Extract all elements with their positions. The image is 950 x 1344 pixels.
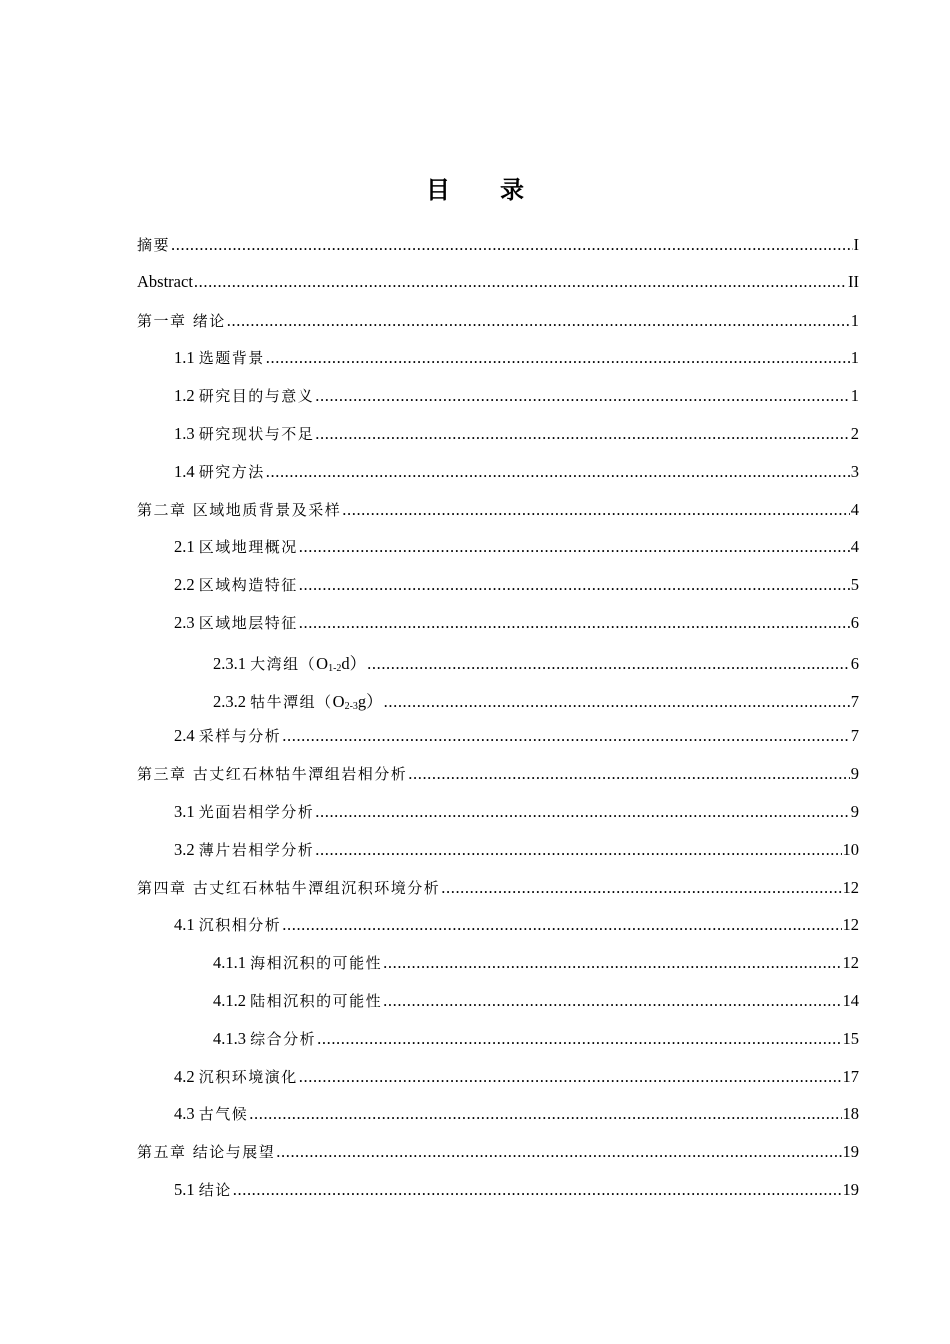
toc-entry-page: 6 xyxy=(850,612,859,632)
toc-entry-title xyxy=(174,725,281,746)
toc-entry-title xyxy=(174,347,265,368)
dot-leader xyxy=(249,1104,841,1124)
toc-entry-text: 摘要 xyxy=(137,236,171,254)
toc-entry-text: 第二章 区域地质背景及采样 xyxy=(137,500,342,519)
toc-entry-title xyxy=(174,536,298,557)
toc-entry-number: 1.3 xyxy=(174,423,199,443)
table-of-contents xyxy=(137,234,859,1217)
toc-entry-text: 海相沉积的可能性 xyxy=(250,954,383,973)
toc-entry-subscript: 2-3 xyxy=(344,700,358,712)
toc-entry-number: 4.1.1 xyxy=(213,953,251,973)
toc-entry[interactable] xyxy=(137,763,859,801)
toc-title xyxy=(0,170,950,205)
toc-entry[interactable] xyxy=(137,536,859,574)
toc-entry[interactable] xyxy=(137,990,859,1028)
toc-entry-text: 研究目的与意义 xyxy=(198,387,315,406)
toc-entry-page: 12 xyxy=(842,877,859,897)
dot-leader xyxy=(299,575,850,595)
toc-entry-page: 12 xyxy=(842,953,859,973)
dot-leader xyxy=(299,613,850,633)
dot-leader xyxy=(317,1029,841,1049)
toc-entry[interactable] xyxy=(137,801,859,839)
toc-entry-page: 14 xyxy=(842,990,859,1010)
toc-entry-page: 1 xyxy=(850,386,859,406)
dot-leader xyxy=(282,726,849,746)
toc-entry[interactable] xyxy=(137,310,859,348)
toc-entry[interactable] xyxy=(137,612,859,650)
toc-entry[interactable] xyxy=(137,234,859,272)
toc-entry[interactable] xyxy=(137,952,859,990)
toc-entry-text: 沉积相分析 xyxy=(198,916,282,935)
toc-entry-title xyxy=(213,1028,316,1049)
toc-entry-title xyxy=(213,650,366,674)
toc-entry-title xyxy=(213,952,382,973)
toc-entry-formula-tail: g） xyxy=(357,691,383,711)
toc-entry-number: 4.2 xyxy=(174,1066,199,1086)
toc-entry-formula-tail: d） xyxy=(341,653,367,673)
toc-entry-title xyxy=(174,801,314,822)
dot-leader xyxy=(266,462,850,482)
dot-leader xyxy=(315,424,849,444)
toc-entry-title xyxy=(174,612,298,633)
toc-entry-title xyxy=(174,914,281,935)
toc-entry-page: 3 xyxy=(850,461,859,481)
toc-entry-page: 4 xyxy=(850,499,859,519)
toc-entry-title xyxy=(174,385,314,406)
toc-entry-text: 采样与分析 xyxy=(198,727,282,746)
toc-entry[interactable] xyxy=(137,423,859,461)
toc-entry-page: 12 xyxy=(842,915,859,935)
toc-entry-text: 选题背景 xyxy=(198,349,265,368)
dot-leader xyxy=(315,386,849,406)
toc-entry-title xyxy=(137,1141,275,1162)
dot-leader xyxy=(367,654,850,674)
toc-entry-number: 2.3.1 xyxy=(213,653,251,673)
dot-leader xyxy=(266,348,850,368)
toc-entry-title xyxy=(213,688,383,712)
toc-entry-number: 5.1 xyxy=(174,1179,199,1199)
toc-entry-text: 研究现状与不足 xyxy=(198,424,315,443)
toc-entry[interactable] xyxy=(137,461,859,499)
toc-title-char-2: 录 xyxy=(500,176,524,204)
toc-entry-text: 第四章 古丈红石林牯牛潭组沉积环境分析 xyxy=(137,878,441,897)
toc-entry-number: 4.1 xyxy=(174,915,199,935)
toc-entry-page: 15 xyxy=(842,1028,859,1048)
toc-entry-text: 区域地理概况 xyxy=(198,538,298,557)
toc-entry-title xyxy=(174,574,298,595)
toc-entry-page: 7 xyxy=(850,691,859,711)
dot-leader xyxy=(299,537,850,557)
toc-entry[interactable] xyxy=(137,385,859,423)
toc-entry-title xyxy=(174,839,314,860)
toc-entry[interactable] xyxy=(137,1141,859,1179)
toc-entry[interactable] xyxy=(137,914,859,952)
toc-entry-title xyxy=(174,1103,248,1124)
toc-entry-text: 牯牛潭组（ xyxy=(250,692,333,711)
toc-entry-page: 19 xyxy=(842,1179,859,1199)
toc-entry-text: 光面岩相学分析 xyxy=(198,802,315,821)
toc-entry-number: 3.2 xyxy=(174,839,199,859)
toc-entry[interactable] xyxy=(137,688,859,726)
toc-entry-page: 4 xyxy=(850,537,859,557)
dot-leader xyxy=(383,953,841,973)
dot-leader xyxy=(384,692,850,712)
toc-entry-text: 结论 xyxy=(198,1180,232,1199)
toc-entry-title xyxy=(137,310,226,331)
toc-entry[interactable] xyxy=(137,499,859,537)
toc-entry-number: 1.4 xyxy=(174,461,199,481)
toc-entry-number: 1.2 xyxy=(174,386,199,406)
toc-entry-subscript: 1-2 xyxy=(328,662,342,674)
toc-entry-text: 区域地层特征 xyxy=(198,613,298,632)
toc-entry-number: 4.1.3 xyxy=(213,1028,251,1048)
toc-entry-page: II xyxy=(848,271,859,291)
toc-entry-page: I xyxy=(853,235,859,254)
toc-entry-formula: O xyxy=(332,691,345,711)
dot-leader xyxy=(383,991,841,1011)
dot-leader xyxy=(233,1180,842,1200)
dot-leader xyxy=(408,764,849,784)
dot-leader xyxy=(299,1067,842,1087)
toc-entry-title xyxy=(137,499,341,520)
dot-leader xyxy=(282,915,841,935)
toc-entry[interactable] xyxy=(137,839,859,877)
toc-entry-title xyxy=(137,234,170,255)
toc-entry-number: 4.3 xyxy=(174,1104,199,1124)
toc-entry-title xyxy=(213,990,382,1011)
toc-entry-page: 2 xyxy=(850,423,859,443)
toc-entry-number: 2.2 xyxy=(174,575,199,595)
toc-entry-page: 18 xyxy=(842,1104,859,1124)
dot-leader xyxy=(276,1142,841,1162)
toc-entry-text: 大湾组（ xyxy=(250,654,317,673)
toc-entry[interactable] xyxy=(137,877,859,915)
toc-entry[interactable] xyxy=(137,725,859,763)
dot-leader xyxy=(227,311,850,331)
toc-entry-text: 综合分析 xyxy=(250,1029,317,1048)
toc-entry-formula: O xyxy=(316,653,329,673)
dot-leader xyxy=(194,272,847,292)
toc-entry-number: Abstract xyxy=(137,271,193,291)
toc-entry-page: 9 xyxy=(850,764,859,784)
toc-entry-text: 第五章 结论与展望 xyxy=(137,1143,276,1162)
dot-leader xyxy=(171,235,852,255)
toc-entry-text: 区域构造特征 xyxy=(198,576,298,595)
toc-entry[interactable] xyxy=(137,1066,859,1104)
toc-entry-text: 薄片岩相学分析 xyxy=(198,840,315,859)
toc-entry-title xyxy=(174,461,265,482)
toc-entry-text: 古气候 xyxy=(198,1105,249,1124)
toc-entry-title xyxy=(174,1066,298,1087)
toc-entry[interactable] xyxy=(137,1103,859,1141)
toc-entry[interactable] xyxy=(137,272,859,310)
toc-entry-text: 第三章 古丈红石林牯牛潭组岩相分析 xyxy=(137,765,408,784)
toc-entry[interactable] xyxy=(137,1028,859,1066)
toc-entry-text: 陆相沉积的可能性 xyxy=(250,991,383,1010)
toc-entry-title xyxy=(137,763,407,784)
toc-entry[interactable] xyxy=(137,1179,859,1217)
toc-entry-title xyxy=(137,272,193,292)
dot-leader xyxy=(342,500,849,520)
toc-entry-page: 10 xyxy=(842,839,859,859)
toc-entry-number: 2.3 xyxy=(174,612,199,632)
toc-entry-page: 6 xyxy=(850,653,859,673)
toc-title-char-1: 目 xyxy=(426,176,450,204)
toc-entry-page: 9 xyxy=(850,801,859,821)
toc-entry-page: 19 xyxy=(842,1142,859,1162)
toc-entry-number: 4.1.2 xyxy=(213,990,251,1010)
toc-entry[interactable] xyxy=(137,574,859,612)
toc-entry-text: 沉积环境演化 xyxy=(198,1067,298,1086)
toc-entry-number: 2.1 xyxy=(174,537,199,557)
toc-entry[interactable] xyxy=(137,347,859,385)
toc-entry-number: 2.4 xyxy=(174,726,199,746)
dot-leader xyxy=(315,840,841,860)
toc-entry-number: 2.3.2 xyxy=(213,691,251,711)
dot-leader xyxy=(315,802,849,822)
toc-entry-title xyxy=(174,423,314,444)
toc-entry-page: 5 xyxy=(850,575,859,595)
toc-entry-text: 第一章 绪论 xyxy=(137,311,226,330)
toc-entry-page: 1 xyxy=(850,310,859,330)
toc-entry-number: 3.1 xyxy=(174,801,199,821)
toc-entry[interactable] xyxy=(137,650,859,688)
toc-entry-title xyxy=(174,1179,232,1200)
toc-entry-page: 7 xyxy=(850,726,859,746)
toc-entry-page: 17 xyxy=(842,1066,859,1086)
dot-leader xyxy=(441,878,841,898)
toc-entry-page: 1 xyxy=(850,348,859,368)
toc-entry-title xyxy=(137,877,440,898)
toc-entry-text: 研究方法 xyxy=(198,462,265,481)
toc-entry-number: 1.1 xyxy=(174,348,199,368)
